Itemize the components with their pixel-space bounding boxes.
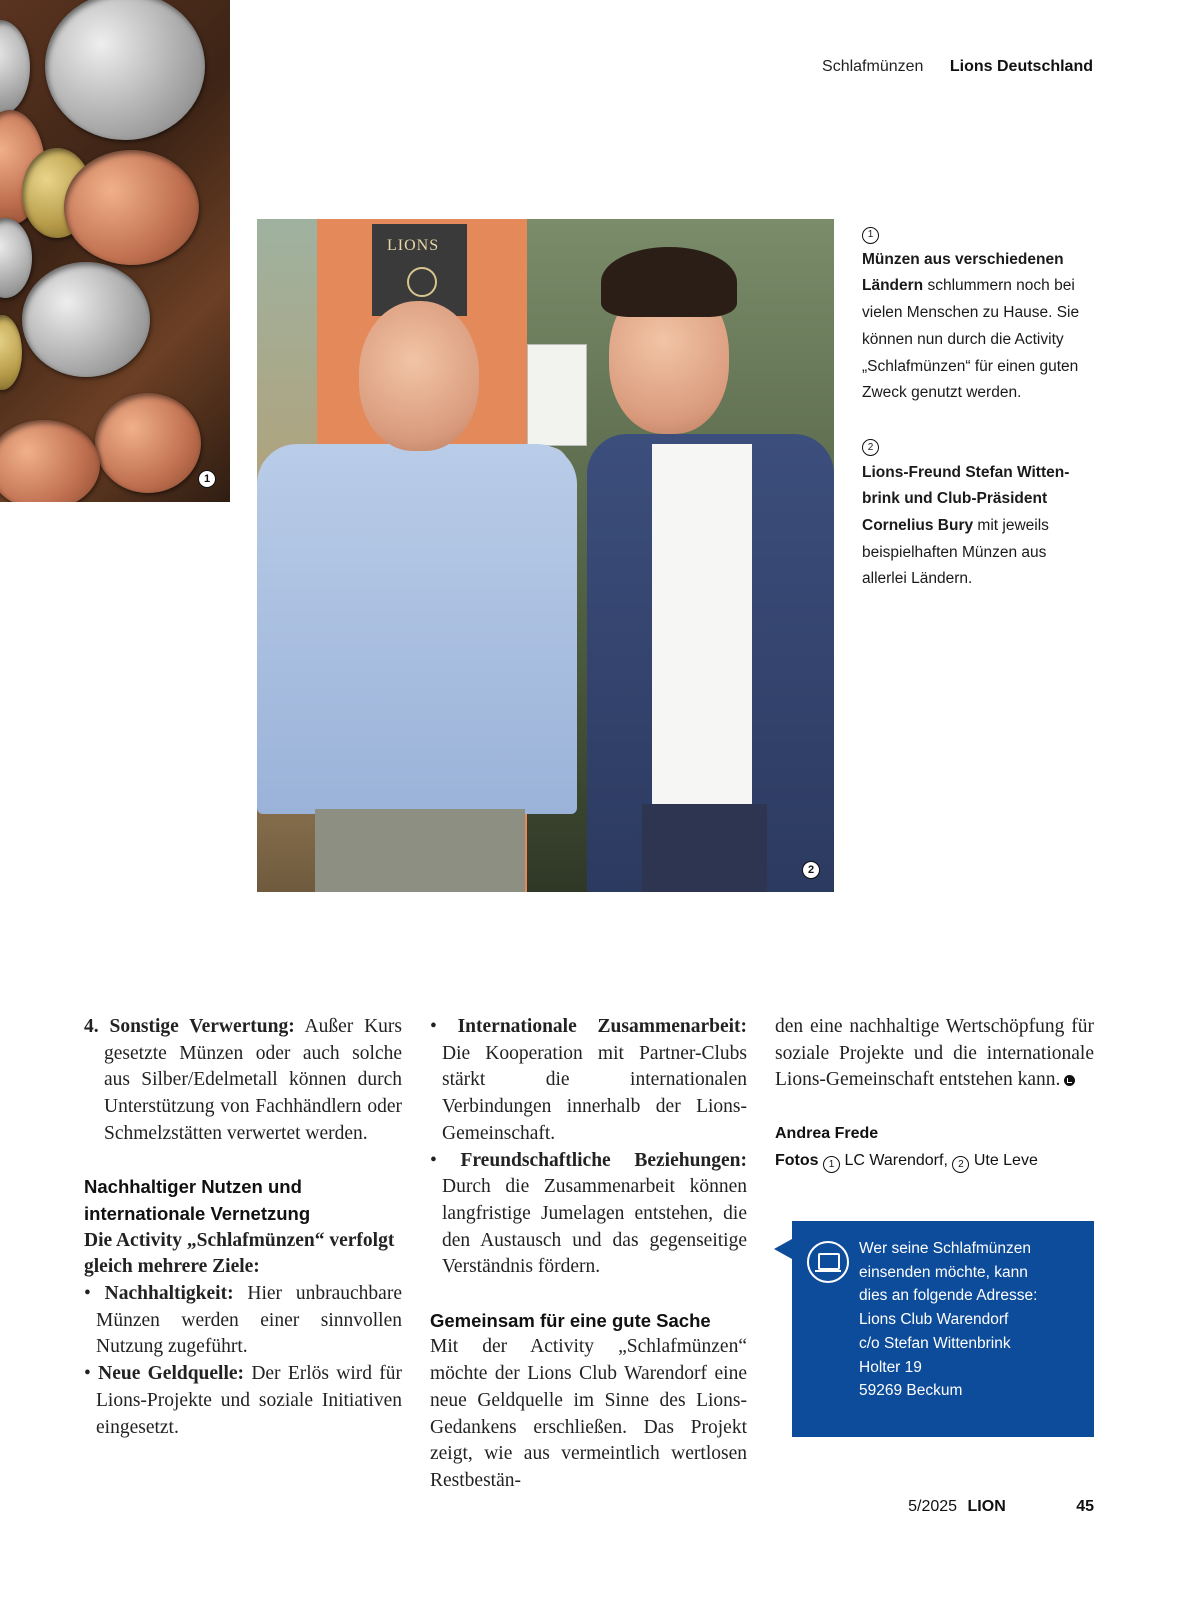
blue-shirt	[257, 444, 577, 814]
credit-label: Fotos	[775, 1151, 819, 1169]
infobox-line: 59269 Beckum	[859, 1382, 963, 1400]
lions-logo-icon	[407, 267, 437, 297]
end-mark-icon	[1064, 1075, 1075, 1086]
hair	[601, 247, 737, 317]
coin	[0, 315, 22, 390]
caption-2	[862, 433, 1094, 593]
bullet-item: • Freundschaftliche Beziehungen: Durch die Zusammenarbeit können langfristige Jumelagen entstehen, die den Austausch und das gegenseitige Verständnis fördern.	[430, 1149, 747, 1278]
subheading: Gemeinsam für eine gute Sache	[430, 1309, 711, 1331]
author: Andrea Frede	[775, 1124, 879, 1142]
paragraph	[775, 1014, 1094, 1094]
bullet-text: Die Kooperation mit Partner-Clubs stärkt die internationalen Verbindungen innerhalb der Lions-Gemeinschaft.	[442, 1042, 747, 1144]
infobox-text	[859, 1237, 1084, 1403]
credit-number: 2	[952, 1156, 969, 1173]
group-photo	[257, 219, 834, 892]
bullet-lead: Nachhaltigkeit:	[104, 1283, 234, 1305]
page-number: 45	[1076, 1498, 1094, 1515]
infobox-line: dies an folgende Adresse:	[859, 1287, 1038, 1305]
infobox-line: Holter 19	[859, 1358, 922, 1376]
lions-plaque-text: LIONS	[387, 237, 440, 254]
credit-text: LC Warendorf,	[844, 1151, 948, 1169]
bullet-item: • Nachhaltigkeit: Hier unbrauchbare Münzen werden einer sinnvollen Nutzung zugeführt.	[84, 1283, 402, 1358]
photo-number-badge: 2	[802, 861, 820, 879]
magazine-name: LION	[967, 1498, 1006, 1515]
author-name	[775, 1121, 1094, 1148]
address-infobox	[792, 1221, 1094, 1437]
paragraph: Mit der Activity „Schlafmünzen“ möchte der Lions Club Warendorf eine neue Geldquelle im Sinne des Lions-Gedankens erschließen. Das Projekt zeigt, wie aus vermeintlich wertlosen Restbestän-	[430, 1336, 747, 1491]
bullet-text: Der Erlös wird für Lions-Projekte und soziale Initiativen eingesetzt.	[96, 1363, 403, 1438]
bullet-text: Hier unbrauchbare Münzen werden einer sinnvollen Nutzung zugeführt.	[96, 1283, 402, 1358]
photo-credit	[775, 1148, 1094, 1175]
caption-number: 2	[862, 439, 879, 456]
face	[359, 301, 479, 451]
coin	[0, 20, 30, 115]
coin-1-mark	[22, 262, 150, 377]
bullet-lead: Freundschaftliche Beziehungen:	[460, 1149, 747, 1171]
bullet-lead: Internationale Zusammenarbeit:	[457, 1016, 748, 1037]
infobox-line: Wer seine Schlafmünzen	[859, 1240, 1032, 1257]
item-text: Außer Kurs gesetzte Münzen oder auch solche aus Silber/Edelmetall können durch Unterstützung von Fachhändlern oder Schmelzstätten verwertet werden.	[104, 1016, 402, 1144]
page-footer	[908, 1498, 1094, 1516]
issue-number: 5/2025	[908, 1498, 958, 1515]
infobox-line: Lions Club Warendorf	[859, 1311, 1009, 1329]
bullet-text: Durch die Zusammenarbeit können langfristige Jumelagen entstehen, die den Austausch und das gegenseitige Verständnis fördern.	[442, 1176, 747, 1278]
item-number: 4.	[84, 1016, 99, 1037]
coin-dollar	[64, 150, 199, 265]
article-column-2	[430, 1014, 747, 1495]
subheading: Nachhaltiger Nutzen und internationale Vernetzung	[84, 1176, 311, 1224]
coin-5-mark	[45, 0, 205, 140]
intro-text: Die Activity „Schlafmünzen“ verfolgt gleich mehrere Ziele:	[84, 1229, 395, 1278]
bullet-item: • Neue Geldquelle: Der Erlös wird für Lions-Projekte und soziale Initiativen eingesetzt.	[84, 1363, 403, 1438]
white-shirt	[652, 444, 752, 804]
infobox-line: einsenden möchte, kann	[859, 1263, 1028, 1281]
credit-number: 1	[823, 1156, 840, 1173]
caption-bold: Lions-Freund Stefan Witten-brink und Club-Präsident Cornelius Bury	[862, 463, 1070, 535]
caption-bold: Münzen aus verschiedenen Ländern	[862, 250, 1064, 295]
item-lead: Sonstige Verwertung:	[109, 1016, 295, 1037]
brand-label: Lions Deutschland	[949, 58, 1093, 75]
sticker	[527, 344, 587, 446]
caption-text: mit jeweils beispielhaften Münzen aus allerlei Ländern.	[862, 517, 1049, 588]
article-column-3	[775, 1014, 1094, 1174]
coin	[0, 218, 32, 298]
bullet-lead: Neue Geldquelle:	[98, 1363, 245, 1385]
computer-icon	[807, 1241, 849, 1283]
paragraph-text: den eine nachhaltige Wertschöpfung für soziale Projekte und die internationale Lions-Gemeinschaft entstehen kann.	[775, 1016, 1094, 1091]
coin	[95, 393, 201, 493]
bullet-item: • Internationale Zusammenarbeit: Die Kooperation mit Partner-Clubs stärkt die internationalen Verbindungen innerhalb der Lions-Gemeinschaft.	[430, 1016, 748, 1144]
trousers	[315, 809, 525, 892]
caption-number: 1	[862, 227, 879, 244]
infobox-line: c/o Stefan Wittenbrink	[859, 1334, 1011, 1352]
list-item	[84, 1014, 402, 1148]
caption-text: schlummern noch bei vielen Menschen zu Hause. Sie können nun durch die Activity „Schlafmünzen“ für einen guten Zweck genutzt werden.	[862, 277, 1080, 402]
trousers	[642, 804, 767, 892]
running-header	[822, 58, 1093, 76]
section-label: Schlafmünzen	[822, 58, 924, 75]
caption-1	[862, 220, 1094, 407]
coins-photo	[0, 0, 230, 502]
credit-text: Ute Leve	[973, 1151, 1038, 1169]
article-column-1	[84, 1014, 402, 1441]
photo-number-badge: 1	[198, 470, 216, 488]
photo-captions	[862, 220, 1094, 619]
coin	[0, 420, 100, 502]
